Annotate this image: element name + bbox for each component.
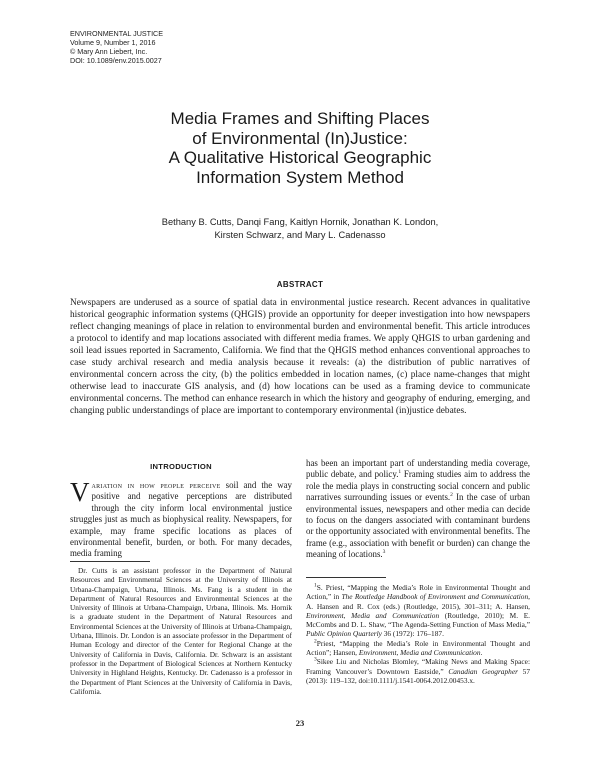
intro-heading-wrap	[70, 462, 292, 477]
footnote-text: Sikee Liu and Nicholas Blomley, “Making News and Making Space: Framing Vancouver’s Downtown Eastside,”	[306, 657, 530, 676]
authors-line: Kirsten Schwarz, and Mary L. Cadenasso	[214, 230, 386, 240]
title-line: Media Frames and Shifting Places	[170, 109, 430, 128]
intro-right-text-a: has been an important part of understanding media coverage, public debate, and policy.	[306, 458, 530, 480]
authors-line: Bethany B. Cutts, Danqi Fang, Kaitlyn Hornik, Jonathan K. London,	[161, 217, 439, 227]
drop-cap: V	[70, 477, 90, 507]
footnote-text: 57 (2013): 119–132, doi:10.1111/j.1541-0064.2012.00453.x.	[306, 666, 530, 685]
footnote-text: .	[480, 648, 483, 658]
page-number: 23	[295, 718, 305, 728]
journal-header	[70, 29, 330, 65]
footnotes	[306, 583, 530, 685]
intro-left-text: soil and the way positive and negative perceptions are distributed through the city inform local environmental justice struggles just as much as biophysical reality. Newspapers, for example, may frame specific locations as places of environmental benefit, burden, or both. For many decades, media framing	[70, 480, 292, 559]
footnote-text: Priest, “Mapping the Media’s Role in Environmental Thought and Action”; Hansen,	[306, 638, 530, 658]
title-line: A Qualitative Historical Geographic	[168, 148, 432, 167]
footnote-text: S. Priest, “Mapping the Media’s Role in Environmental Thought and Action,” in	[306, 583, 530, 602]
footnote-ref-1[interactable]: 1	[398, 469, 402, 476]
intro-right-column	[306, 458, 530, 561]
footnote-ref-3[interactable]: 3	[382, 549, 386, 556]
journal-volume: Volume 9, Number 1, 2016	[70, 38, 156, 47]
intro-left-column	[70, 477, 292, 560]
affiliation-note	[70, 566, 292, 696]
footnote-number: 3	[314, 656, 317, 663]
title-line: of Environmental (In)Justice:	[192, 128, 408, 148]
intro-smallcaps: ariation in how people perceive	[91, 480, 221, 490]
footnote-divider-right	[306, 577, 386, 578]
journal-copyright: © Mary Ann Liebert, Inc.	[70, 47, 148, 56]
footnote-2	[306, 639, 530, 658]
intro-right-text-c: In the case of urban environmental issues, newspapers and other media can decide to focus on the dangers associated with contaminant burdens or the opportunity associated with environmental benefits. The frame (e.g., association with benefit or burden) can change the meaning of locations.	[306, 492, 530, 560]
footnote-ref-2[interactable]: 2	[450, 492, 453, 499]
footnote-divider-left	[70, 561, 150, 562]
footnote-text: , A. Hansen and R. Cox (eds.) (Routledge, 2015), 301–311; A. Hansen,	[306, 592, 530, 611]
journal-name: ENVIRONMENTAL JUSTICE	[70, 29, 164, 38]
footnote-number: 2	[314, 638, 317, 645]
abstract-heading: ABSTRACT	[276, 280, 324, 289]
article-title	[70, 109, 530, 187]
intro-heading: INTRODUCTION	[150, 462, 212, 471]
footnote-italic: Public Opinion Quarterly	[306, 629, 382, 639]
footnote-text: 36 (1972): 176–187.	[381, 629, 444, 639]
footnote-3	[306, 657, 530, 685]
author-list	[70, 216, 530, 242]
affiliation-text: Dr. Cutts is an assistant professor in the Department of Natural Resources and Environmental Sciences at the University of Illinois at Urbana-Champaign, Urbana, Illinois. Ms. Fang is a student in the Department of Natural Resources and Environmental Sciences at the University of Illinois at Urbana-Champaign, Urbana, Illinois. Ms. Hornik is a graduate student in the Department of Natural Resources and Environmental Sciences at the University of Illinois at Urbana-Champaign, Urbana, Illinois. Dr. London is an associate professor in the Department of Human Ecology and director of the Center for Regional Change at the University of California in Davis, California. Dr. Schwarz is an assistant professor in the Department of Biological Sciences at Northern Kentucky University in Highland Heights, Kentucky. Dr. Cadenasso is a professor in the Department of Plant Sciences at the University of California in Davis, California.	[70, 566, 292, 696]
intro-right-text-b: Framing studies aim to address the role the media plays in constructing social concern and public narratives surrounding issues or events.	[306, 469, 530, 503]
abstract-text: Newspapers are underused as a source of spatial data in environmental justice research. Recent advances in qualitative historical geographic information systems (QHGIS) provide an opportunity for deeper investigation into how newspapers reflect changing meanings of place in relation to environmental burden and environmental benefit. This article introduces a protocol to identify and map locations associated with different media frames. We apply QHGIS to urban gardening and soil lead issues reported in Sacramento, California. We find that the QHGIS method enhances conventional approaches to case study archival research and media analysis because it reveals: (a) the distribution of public narratives of environmental concern across the city, (b) the politics embedded in location names, (c) place name-changes that might otherwise lead to inaccurate GIS analysis, and (d) how locations can be used as a framing device to communicate environmental concerns. The method can enhance research in which the history and geography of enduring, emerging, and changing public understandings of place are important to contemporary environmental (in)justice debates.	[70, 298, 530, 416]
footnote-italic: Canadian Geographer	[448, 666, 518, 676]
journal-doi: DOI: 10.1089/env.2015.0027	[70, 56, 162, 65]
footnote-italic: Environment, Media and Communication	[358, 648, 481, 658]
footnote-number: 1	[314, 582, 317, 589]
footnote-italic: The Routledge Handbook of Environment and Communication	[341, 592, 529, 602]
footnote-text: (Routledge, 2010); M. E. McCombs and D. L. Shaw, “The Agenda-Setting Function of Mass Media,”	[306, 610, 531, 630]
footnote-italic: Environment, Media and Communication	[306, 610, 440, 620]
footnote-1	[306, 583, 530, 639]
title-line: Information System Method	[196, 167, 404, 187]
